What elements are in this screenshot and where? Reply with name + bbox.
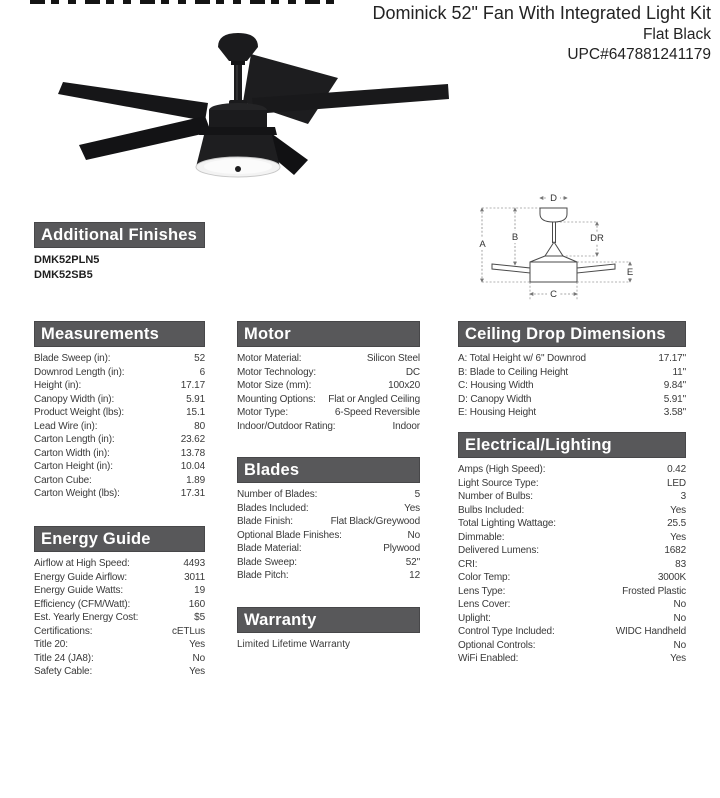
spec-row	[34, 487, 205, 501]
spec-value: 5	[414, 489, 420, 500]
spec-row	[34, 625, 205, 639]
dim-label-c: C	[550, 289, 557, 300]
spec-row	[237, 420, 420, 434]
spec-row	[34, 420, 205, 434]
spec-value: 13.78	[180, 447, 205, 459]
spec-label: Indoor/Outdoor Rating:	[237, 420, 336, 432]
dim-label-a: A	[479, 239, 486, 250]
spec-label: Motor Technology:	[237, 366, 316, 378]
spec-row	[458, 463, 686, 477]
spec-value: 9.84"	[663, 380, 686, 391]
spec-label: Lens Type:	[458, 585, 506, 597]
spec-label: Light Source Type:	[458, 477, 539, 489]
diagram-blade-left	[492, 264, 530, 273]
finish-sku: DMK52PLN5	[34, 254, 100, 266]
spec-label: Lens Cover:	[458, 599, 511, 610]
spec-value: $5	[194, 612, 205, 623]
additional-finishes-header: Additional Finishes	[34, 222, 205, 248]
motor-section	[237, 321, 420, 433]
spec-label: Airflow at High Speed:	[34, 558, 130, 569]
spec-row	[458, 625, 686, 639]
spec-label: Blade Finish:	[237, 516, 293, 527]
spec-label: A: Total Height w/ 6" Downrod	[458, 353, 586, 364]
spec-value: 80	[194, 420, 205, 432]
spec-label: E: Housing Height	[458, 407, 537, 418]
spec-label: Delivered Lumens:	[458, 545, 539, 556]
spec-row	[458, 490, 686, 504]
spec-row	[34, 665, 205, 679]
dim-label-b: B	[511, 232, 519, 243]
spec-value: 3000K	[657, 572, 686, 583]
spec-label: Motor Type:	[237, 407, 288, 418]
spec-row	[34, 584, 205, 598]
spec-value: Yes	[404, 502, 420, 514]
spec-value: No	[192, 652, 205, 664]
spec-label: Est. Yearly Energy Cost:	[34, 612, 139, 623]
fan-downrod	[234, 65, 242, 102]
spec-row	[237, 569, 420, 583]
additional-finishes-list	[34, 253, 205, 283]
spec-value: 1682	[664, 545, 686, 556]
spec-value: 19	[194, 585, 205, 596]
spec-label: Amps (High Speed):	[458, 464, 546, 475]
spec-value: Yes	[189, 639, 205, 650]
spec-row	[34, 638, 205, 652]
spec-label: Title 20:	[34, 639, 68, 650]
energy-guide-section	[34, 526, 205, 679]
ceiling-drop-diagram	[458, 186, 720, 314]
spec-value: Yes	[670, 653, 686, 664]
spec-row	[458, 477, 686, 491]
spec-row	[34, 652, 205, 666]
warranty-header: Warranty	[237, 607, 420, 633]
spec-row	[458, 366, 686, 380]
blades-section	[237, 457, 420, 583]
spec-label: Total Lighting Wattage:	[458, 518, 556, 529]
spec-row	[458, 585, 686, 599]
spec-value: Yes	[670, 504, 686, 516]
spec-row	[34, 406, 205, 420]
spec-value: 15.1	[186, 407, 205, 418]
spec-label: B: Blade to Ceiling Height	[458, 366, 569, 378]
spec-value: LED	[666, 477, 686, 489]
spec-row	[237, 529, 420, 543]
spec-value: 4493	[183, 558, 205, 569]
spec-value: Silicon Steel	[366, 353, 420, 364]
spec-row	[34, 474, 205, 488]
spec-value: 5.91"	[663, 393, 686, 405]
blades-header: Blades	[237, 457, 420, 483]
spec-value: No	[407, 529, 420, 541]
spec-row	[237, 502, 420, 516]
spec-label: Bulbs Included:	[458, 504, 525, 516]
spec-value: 10.04	[180, 461, 205, 472]
spec-label: CRI:	[458, 558, 478, 570]
energy-guide-rows	[34, 557, 205, 679]
electrical-lighting-header: Electrical/Lighting	[458, 432, 686, 458]
spec-value: 160	[188, 598, 205, 610]
spec-value: 100x20	[388, 380, 420, 391]
spec-label: Energy Guide Watts:	[34, 585, 124, 596]
spec-row	[458, 504, 686, 518]
spec-row	[34, 379, 205, 393]
spec-value: 23.62	[180, 434, 205, 445]
spec-value: 83	[675, 558, 686, 570]
spec-row	[237, 515, 420, 529]
ceiling-drop-header: Ceiling Drop Dimensions	[458, 321, 686, 347]
spec-row	[34, 598, 205, 612]
spec-value: 11"	[672, 366, 686, 378]
spec-row	[34, 571, 205, 585]
spec-label: WiFi Enabled:	[458, 653, 519, 664]
spec-row	[458, 639, 686, 653]
spec-value: Yes	[189, 666, 205, 677]
dim-label-dr: DR	[590, 233, 604, 244]
spec-value: Flat Black/Greywood	[330, 516, 420, 527]
spec-value: 1.89	[186, 474, 205, 486]
spec-value: No	[673, 599, 686, 610]
product-title: Dominick 52" Fan With Integrated Light Kit	[372, 3, 711, 23]
diagram-blade-right	[577, 264, 615, 273]
spec-row	[237, 352, 420, 366]
spec-row	[34, 460, 205, 474]
spec-row	[34, 393, 205, 407]
spec-label: Carton Length (in):	[34, 434, 115, 445]
spec-label: Canopy Width (in):	[34, 393, 115, 405]
electrical-lighting-section	[458, 432, 686, 666]
spec-row	[237, 393, 420, 407]
spec-value: Flat or Angled Ceiling	[328, 393, 420, 405]
spec-label: Optional Blade Finishes:	[237, 529, 342, 541]
cropped-text-artifact	[30, 0, 334, 4]
diagram-housing	[530, 262, 577, 282]
spec-row	[34, 433, 205, 447]
measurements-header: Measurements	[34, 321, 205, 347]
spec-row	[458, 406, 686, 420]
spec-label: Uplight:	[458, 612, 491, 624]
spec-row	[237, 406, 420, 420]
ceiling-drop-rows	[458, 352, 686, 420]
spec-label: Lead Wire (in):	[34, 420, 98, 432]
spec-label: C: Housing Width	[458, 380, 534, 391]
spec-value: DC	[405, 366, 420, 378]
spec-row	[458, 558, 686, 572]
spec-value: 17.31	[180, 488, 205, 499]
warranty-text: Limited Lifetime Warranty	[237, 639, 350, 650]
product-finish: Flat Black	[642, 26, 711, 43]
spec-label: Optional Controls:	[458, 639, 536, 651]
spec-row	[34, 557, 205, 571]
spec-value: 17.17	[180, 380, 205, 391]
spec-row	[237, 542, 420, 556]
spec-value: 3.58"	[663, 407, 686, 418]
spec-value: No	[673, 612, 686, 624]
electrical-lighting-rows	[458, 463, 686, 666]
spec-label: Carton Weight (lbs):	[34, 488, 120, 499]
spec-row	[458, 612, 686, 626]
measurements-section	[34, 321, 205, 501]
spec-value: 0.42	[667, 464, 686, 475]
spec-value: 17.17"	[658, 353, 686, 364]
spec-label: Number of Blades:	[237, 489, 318, 500]
spec-label: Color Temp:	[458, 572, 511, 583]
ceiling-drop-section	[458, 321, 686, 420]
spec-row	[237, 556, 420, 570]
spec-label: Height (in):	[34, 380, 82, 391]
spec-value: Yes	[670, 531, 686, 543]
spec-row	[237, 366, 420, 380]
spec-value: 5.91	[186, 393, 205, 405]
spec-row	[458, 517, 686, 531]
fan-light-lens	[196, 157, 280, 177]
spec-row	[458, 531, 686, 545]
spec-value: 12	[409, 570, 420, 581]
spec-label: Blade Sweep:	[237, 556, 297, 568]
spec-value: 25.5	[667, 518, 686, 529]
warranty-section	[237, 607, 420, 652]
spec-label: Carton Height (in):	[34, 461, 113, 472]
spec-row	[458, 544, 686, 558]
spec-value: 52	[194, 353, 205, 364]
spec-value: 6-Speed Reversible	[334, 407, 420, 418]
spec-label: Blades Included:	[237, 502, 309, 514]
spec-row	[458, 379, 686, 393]
additional-finishes-section	[34, 222, 205, 283]
spec-label: Motor Size (mm):	[237, 380, 312, 391]
spec-row	[237, 379, 420, 393]
diagram-canopy	[540, 208, 567, 222]
spec-label: Blade Sweep (in):	[34, 353, 111, 364]
spec-label: Certifications:	[34, 625, 93, 637]
spec-label: Blade Pitch:	[237, 570, 289, 581]
spec-row	[458, 352, 686, 366]
spec-row	[458, 393, 686, 407]
blades-rows	[237, 488, 420, 583]
finish-sku: DMK52SB5	[34, 269, 93, 281]
spec-value: 3011	[184, 571, 205, 583]
spec-label: D: Canopy Width	[458, 393, 532, 405]
spec-label: Blade Material:	[237, 543, 302, 554]
dim-label-e: E	[626, 267, 634, 278]
spec-row	[458, 571, 686, 585]
spec-row	[458, 598, 686, 612]
measurements-rows	[34, 352, 205, 501]
spec-label: Mounting Options:	[237, 393, 316, 405]
product-upc: UPC#647881241179	[567, 46, 711, 63]
spec-value: 52"	[405, 556, 420, 568]
spec-label: Motor Material:	[237, 353, 302, 364]
dim-label-d: D	[550, 193, 557, 204]
spec-value: cETLus	[171, 625, 205, 637]
spec-label: Safety Cable:	[34, 666, 93, 677]
spec-label: Efficiency (CFM/Watt):	[34, 598, 131, 610]
spec-row	[34, 352, 205, 366]
spec-value: 3	[680, 491, 686, 502]
spec-label: Product Weight (lbs):	[34, 407, 125, 418]
spec-label: Title 24 (JA8):	[34, 652, 94, 664]
motor-rows	[237, 352, 420, 433]
spec-label: Control Type Included:	[458, 626, 555, 637]
spec-row	[34, 366, 205, 380]
spec-value: WIDC Handheld	[615, 626, 686, 637]
spec-label: Number of Bulbs:	[458, 491, 533, 502]
spec-row	[34, 447, 205, 461]
spec-label: Carton Width (in):	[34, 447, 110, 459]
spec-row	[237, 488, 420, 502]
spec-value: Plywood	[383, 543, 420, 554]
spec-row	[34, 611, 205, 625]
spec-value: 6	[199, 366, 205, 378]
spec-value: Indoor	[392, 420, 420, 432]
spec-label: Downrod Length (in):	[34, 366, 125, 378]
spec-row	[458, 652, 686, 666]
energy-guide-header: Energy Guide	[34, 526, 205, 552]
spec-label: Energy Guide Airflow:	[34, 571, 128, 583]
motor-header: Motor	[237, 321, 420, 347]
fan-product-image	[55, 20, 455, 215]
spec-value: Frosted Plastic	[622, 585, 686, 597]
spec-label: Dimmable:	[458, 531, 505, 543]
spec-value: No	[673, 639, 686, 651]
spec-label: Carton Cube:	[34, 474, 92, 486]
